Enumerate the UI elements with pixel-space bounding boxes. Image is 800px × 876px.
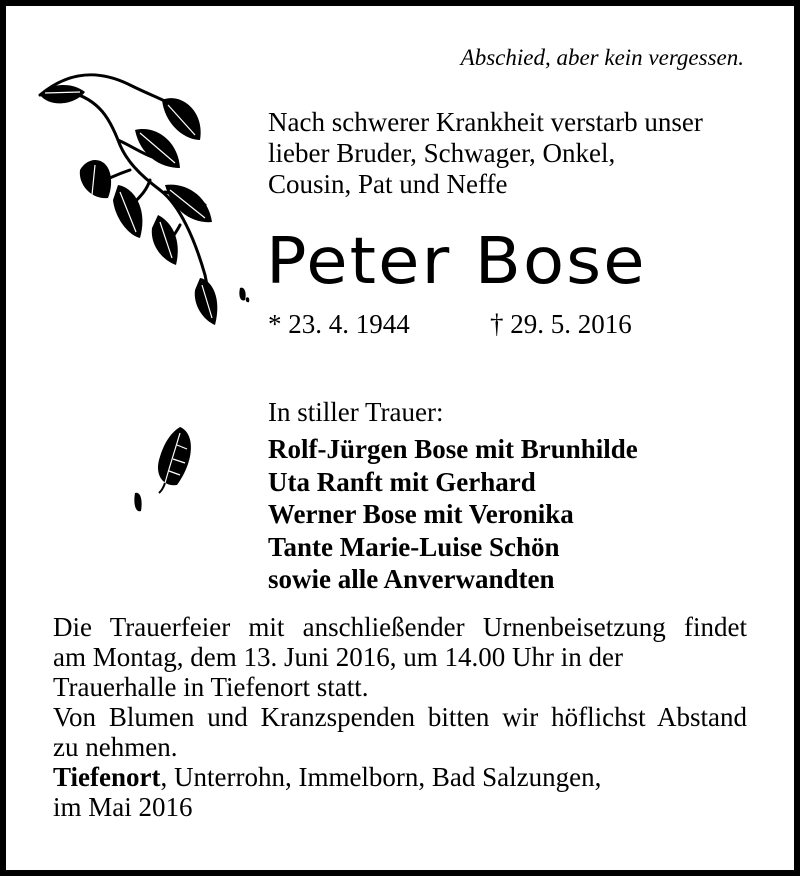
deceased-name: Peter Bose (266, 225, 647, 299)
place-line (53, 762, 747, 792)
mourners-list (268, 433, 638, 596)
mourner-item: Uta Ranft mit Gerhard (268, 466, 536, 497)
flowers-line: zu nehmen. (53, 732, 178, 762)
place-bold: Tiefenort (53, 762, 161, 792)
life-dates (268, 309, 632, 340)
place-rest: , Unterrohn, Immelborn, Bad Salzungen, (160, 762, 602, 792)
falling-leaf-icon (125, 415, 205, 525)
mourner-item: Tante Marie-Luise Schön (268, 531, 560, 562)
mourner-item: sowie alle Anverwandten (268, 564, 555, 594)
funeral-line: am Montag, dem 13. Juni 2016, um 14.00 Uhr in der (53, 642, 623, 672)
intro-text (268, 107, 703, 200)
mourner-item: Rolf-Jürgen Bose mit Brunhilde (268, 434, 638, 464)
funeral-line: Trauerhalle in Tiefenort statt. (53, 672, 369, 702)
place-date: im Mai 2016 (53, 792, 193, 822)
flowers-paragraph (53, 702, 747, 762)
intro-line: lieber Bruder, Schwager, Onkel, (268, 138, 616, 168)
birth-date: * 23. 4. 1944 (268, 309, 410, 339)
mourner-item: Werner Bose mit Veronika (268, 499, 574, 529)
place-date-paragraph (53, 762, 747, 822)
intro-line: Nach schwerer Krankheit verstarb unser (268, 107, 703, 137)
mourning-label: In stiller Trauer: (268, 397, 444, 427)
intro-line: Cousin, Pat und Neffe (268, 169, 508, 199)
flowers-line: Von Blumen und Kranzspenden bitten wir höflichst Abstand (53, 702, 747, 732)
birch-branch-icon (0, 0, 260, 360)
funeral-paragraph (53, 612, 747, 702)
funeral-line: Die Trauerfeier mit anschließender Urnenbeisetzung findet (53, 612, 747, 642)
death-date: † 29. 5. 2016 (490, 309, 632, 339)
motto: Abschied, aber kein vergessen. (460, 45, 744, 70)
